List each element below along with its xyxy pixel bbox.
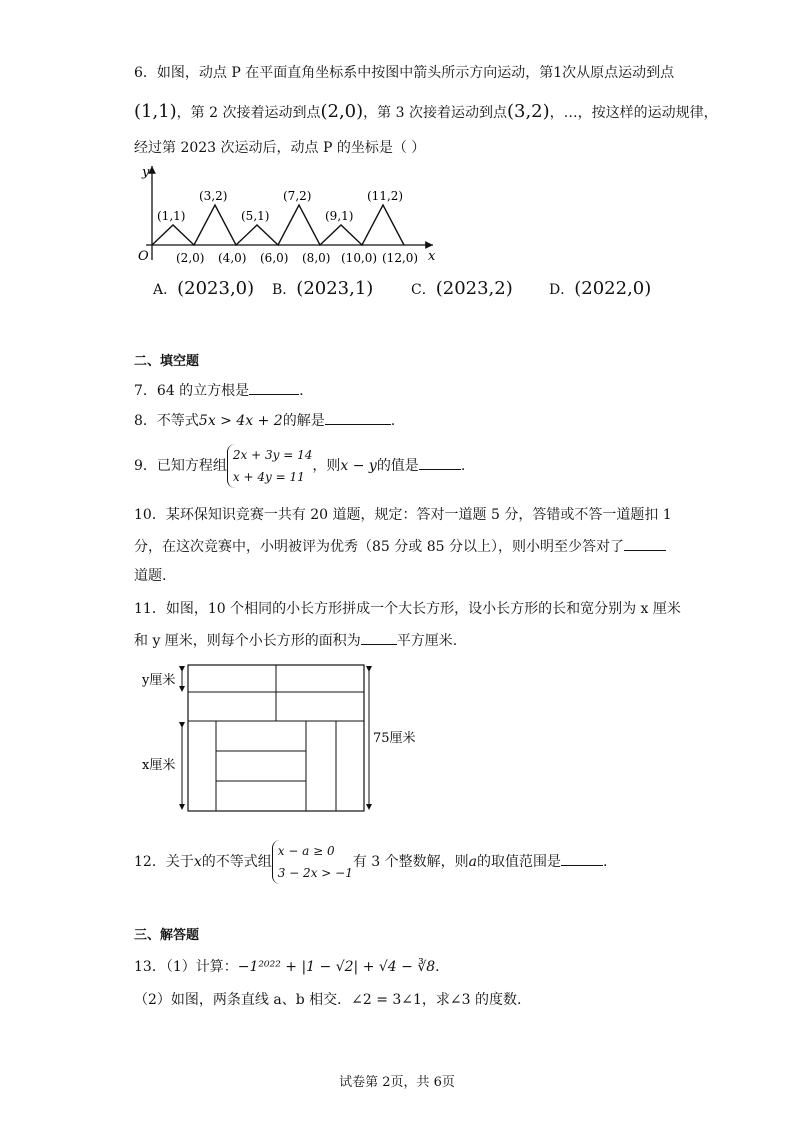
q9 <box>134 444 465 488</box>
q7-answer-blank[interactable] <box>249 380 299 395</box>
q10-line1: 10．某环保知识竞赛一共有 20 道题，规定：答对一道题 5 分，答错或不答一道题扣 1 <box>134 507 672 523</box>
q9-text-a: 9．已知方程组 <box>134 458 227 474</box>
q10-answer-blank[interactable] <box>624 536 666 551</box>
peak-label-2: (3,2) <box>199 189 228 203</box>
q12-text-a: 12．关于 <box>134 854 194 870</box>
peak-label-1: (1,1) <box>157 209 186 223</box>
q9-text-c: 的值是 <box>376 458 419 474</box>
q13-part1 <box>134 957 440 977</box>
peak-label-5: (9,1) <box>325 209 354 223</box>
q13-part1-text: 13．（1）计算： <box>134 959 238 975</box>
x-dimension-label: x厘米 <box>142 758 176 773</box>
q9-text-b: ，则 <box>312 458 341 474</box>
option-d-letter: D． <box>549 282 575 298</box>
q8-answer-blank[interactable] <box>325 410 391 425</box>
section-2-title: 二、填空题 <box>134 354 200 369</box>
q10-line3: 道题. <box>134 568 167 584</box>
option-c-value: (2023,2) <box>435 278 513 299</box>
height-dimension-label: 75厘米 <box>373 731 416 746</box>
q12-answer-blank[interactable] <box>561 851 603 866</box>
q9-equation-system <box>227 444 312 488</box>
q9-end: . <box>460 458 466 474</box>
q6-line2-text-f: ，…，按这样的运动规律， <box>549 105 718 121</box>
q11-line2 <box>134 630 457 651</box>
q6-point-1-1: (1,1) <box>134 101 177 122</box>
base-label-2: (4,0) <box>218 251 247 265</box>
base-label-5: (10,0) <box>341 251 378 265</box>
q6-option-b[interactable] <box>272 279 373 300</box>
q13-part1-expr: −1²⁰²² + |1 − √2| + √4 − ∛8 <box>237 959 436 975</box>
option-c-letter: C． <box>411 282 436 298</box>
q8-end: . <box>390 413 396 429</box>
q11-line1: 11．如图，10 个相同的小长方形拼成一个大长方形，设小长方形的长和宽分别为 x 厘米 <box>134 601 681 617</box>
q8-text-a: 8．不等式 <box>134 413 199 429</box>
q9-expr: x − y <box>340 458 377 474</box>
q12-var2: a <box>468 854 477 870</box>
y-dimension-label: y厘米 <box>142 673 176 688</box>
q12-ineq1: x − a ≥ 0 <box>277 844 335 858</box>
q9-eq1: 2x + 3y = 14 <box>232 448 313 462</box>
q6-point-3-2: (3,2) <box>506 101 550 122</box>
q6-line2-text-d: ，第 3 次接着运动到点 <box>363 105 507 121</box>
section-3-title: 三、解答题 <box>134 928 200 943</box>
q11-answer-blank[interactable] <box>361 630 397 645</box>
q13-part2: （2）如图，两条直线 a、b 相交．∠2 = 3∠1，求∠3 的度数. <box>134 992 522 1008</box>
q13-part1-end: . <box>435 959 440 975</box>
q6-line1: 6．如图，动点 P 在平面直角坐标系中按图中箭头所示方向运动，第1次从原点运动到点 <box>134 65 675 81</box>
x-axis-label: x <box>428 249 436 264</box>
option-b-letter: B． <box>272 282 297 298</box>
q7-text: 7．64 的立方根是 <box>134 383 250 399</box>
q10-line2-text: 分，在这次竞赛中，小明被评为优秀（85 分或 85 分以上），则小明至少答对了 <box>134 539 624 555</box>
origin-label: O <box>138 249 149 264</box>
q6-option-a[interactable] <box>153 279 254 300</box>
option-a-value: (2023,0) <box>177 278 255 299</box>
option-d-value: (2022,0) <box>574 278 652 299</box>
q11-line2-text-a: 和 y 厘米，则每个小长方形的面积为 <box>134 633 361 649</box>
q6-line3: 经过第 2023 次运动后，动点 P 的坐标是（ ） <box>134 140 426 156</box>
q6-coordinate-graph <box>128 160 448 272</box>
q12-text-c: 有 3 个整数解，则 <box>352 854 469 870</box>
q9-eq2: x + 4y = 11 <box>232 470 305 484</box>
q7 <box>134 380 304 401</box>
option-a-letter: A． <box>153 282 178 298</box>
q11-rectangle-figure <box>140 660 420 816</box>
q9-answer-blank[interactable] <box>419 455 461 470</box>
q10-line2 <box>134 536 666 557</box>
base-label-6: (12,0) <box>382 251 419 265</box>
motion-path <box>152 205 404 245</box>
y-axis-label: y <box>142 165 150 180</box>
q12-inequality-system <box>272 840 353 884</box>
q7-end: . <box>299 383 304 399</box>
q11-line2-text-b: 平方厘米. <box>396 633 458 649</box>
q6-line2 <box>134 102 718 123</box>
base-label-4: (8,0) <box>302 251 331 265</box>
base-label-3: (6,0) <box>260 251 289 265</box>
option-b-value: (2023,1) <box>296 278 374 299</box>
q12-ineq2: 3 − 2x > −1 <box>277 866 353 880</box>
q12-text-b: 的不等式组 <box>201 854 272 870</box>
q6-line2-text-b: ，第 2 次接着运动到点 <box>176 105 321 121</box>
q6-option-c[interactable] <box>411 279 513 300</box>
q8-text-b: 的解是 <box>282 413 325 429</box>
q8 <box>134 410 395 431</box>
q8-expr: 5x > 4x + 2 <box>198 413 283 429</box>
peak-label-6: (11,2) <box>367 189 404 203</box>
page-footer: 试卷第 2页，共 6页 <box>339 1075 455 1090</box>
peak-label-4: (7,2) <box>283 189 312 203</box>
base-label-1: (2,0) <box>176 251 205 265</box>
q12-end: . <box>603 854 608 870</box>
q12-var: x <box>193 854 202 870</box>
q6-point-2-0: (2,0) <box>320 101 364 122</box>
q6-option-d[interactable] <box>549 279 651 300</box>
peak-label-3: (5,1) <box>241 209 270 223</box>
q12 <box>134 840 607 884</box>
q12-text-d: 的取值范围是 <box>477 854 561 870</box>
